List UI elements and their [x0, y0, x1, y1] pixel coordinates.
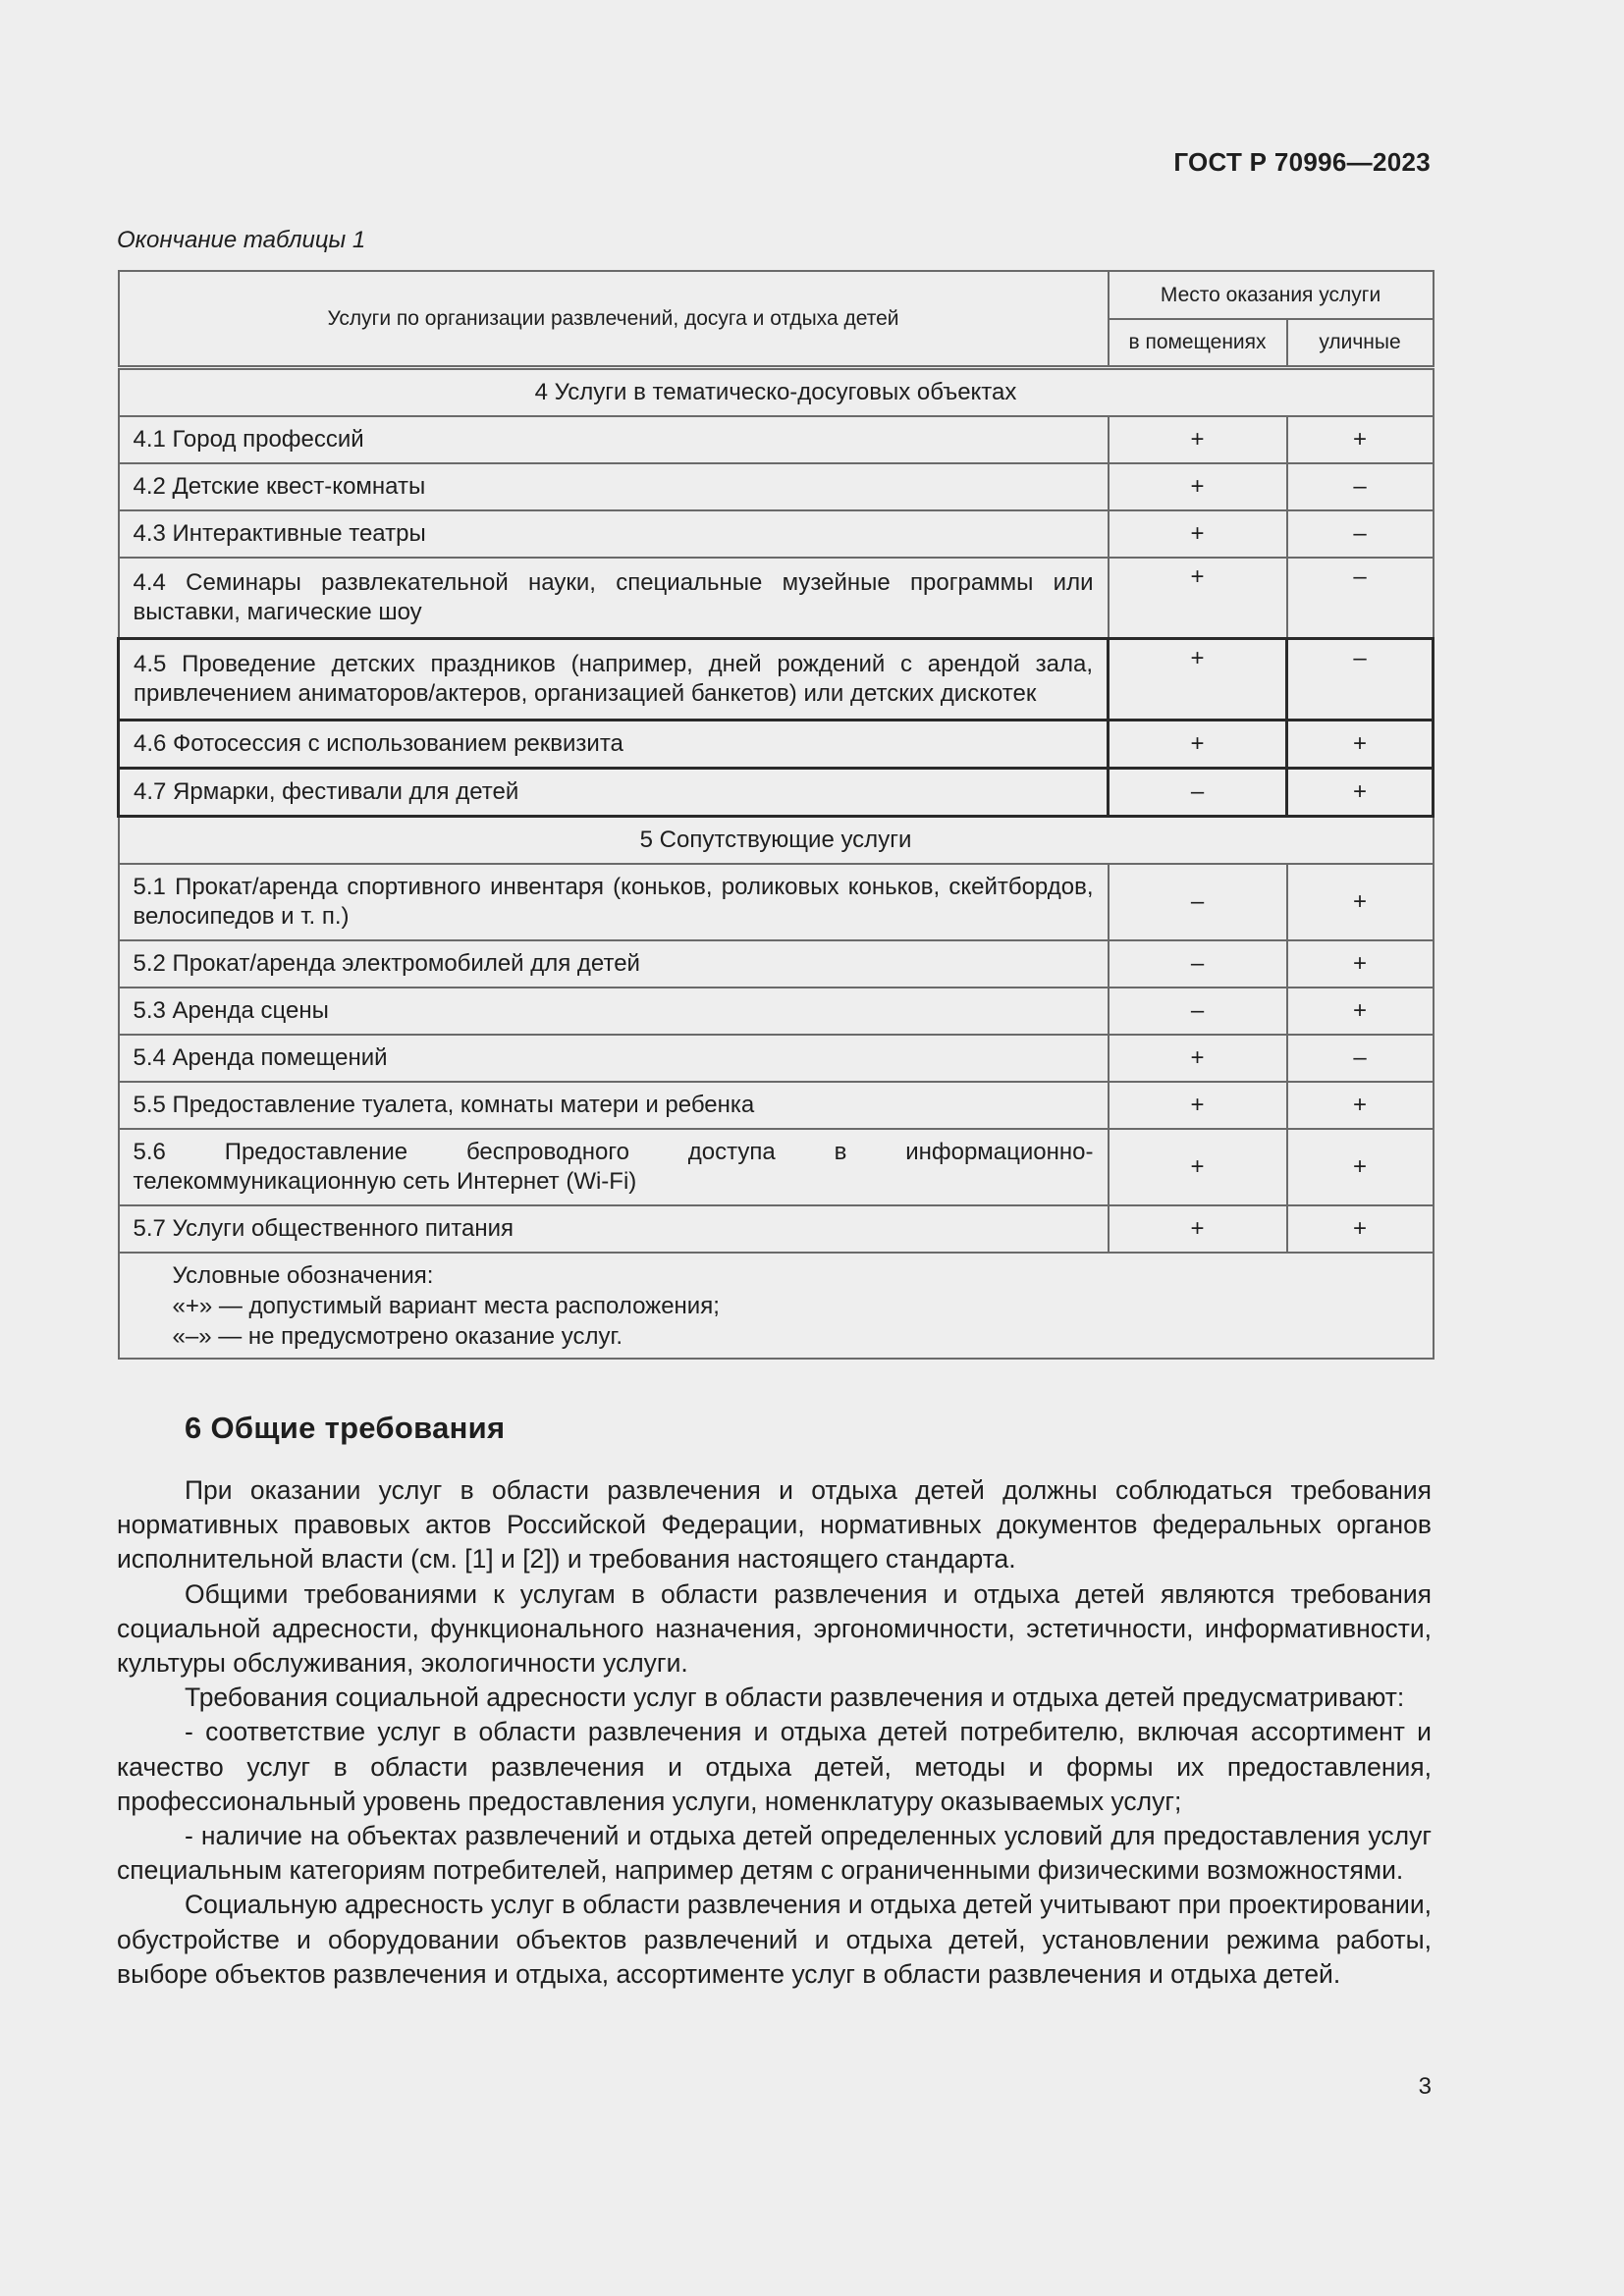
section-heading: 4 Услуги в тематическо-досуговых объектах: [119, 368, 1434, 417]
header-location: Место оказания услуги: [1109, 271, 1434, 319]
legend-line: Условные обозначения:: [172, 1261, 434, 1289]
indoor-mark: –: [1109, 864, 1287, 940]
table-row: [119, 416, 1434, 463]
outdoor-mark: +: [1287, 416, 1434, 463]
service-name: 5.6 Предоставление беспроводного доступа в информационно-телекоммуникационную сеть Интернет (Wi-Fi): [119, 1129, 1109, 1205]
indoor-mark: +: [1109, 1082, 1287, 1129]
table-row: [119, 558, 1434, 639]
section-title: 6 Общие требования: [185, 1411, 506, 1445]
table-row: [119, 940, 1434, 988]
header-service: Услуги по организации развлечений, досуга и отдыха детей: [119, 271, 1109, 368]
page-number: 3: [1418, 2073, 1432, 2100]
table-caption: Окончание таблицы 1: [117, 227, 366, 253]
indoor-mark: +: [1109, 1205, 1287, 1253]
service-name: 5.2 Прокат/аренда электромобилей для детей: [119, 940, 1109, 988]
body-text: [117, 1473, 1432, 1992]
indoor-mark: +: [1109, 463, 1287, 510]
legend-line: «+» — допустимый вариант места расположения;: [172, 1292, 720, 1319]
table-row: [119, 1035, 1434, 1082]
table-row: [119, 1082, 1434, 1129]
outdoor-mark: +: [1287, 1082, 1434, 1129]
indoor-mark: +: [1109, 510, 1287, 558]
indoor-mark: +: [1109, 639, 1287, 721]
service-name: 4.6 Фотосессия с использованием реквизита: [119, 721, 1109, 769]
section-row: [119, 817, 1434, 865]
outdoor-mark: +: [1287, 1129, 1434, 1205]
service-name: 4.4 Семинары развлекательной науки, специальные музейные программы или выставки, магические шоу: [119, 558, 1109, 639]
paragraph: - соответствие услуг в области развлечения и отдыха детей потребителю, включая ассортимент и качество услуг в области развлечения и отдыха детей, методы и формы их предоставления, профессиональный уровень предоставления услуги, номенклатуру оказываемых услуг;: [117, 1717, 1432, 1816]
paragraph: При оказании услуг в области развлечения и отдыха детей должны соблюдаться требования нормативных правовых актов Российской Федерации, нормативных документов федеральных органов исполнительной власти (см. [1] и [2]) и требования настоящего стандарта.: [117, 1475, 1432, 1575]
outdoor-mark: –: [1287, 558, 1434, 639]
outdoor-mark: +: [1287, 864, 1434, 940]
outdoor-mark: +: [1287, 1205, 1434, 1253]
header-outdoor: уличные: [1287, 319, 1434, 368]
table-row: [119, 463, 1434, 510]
table-row: [119, 769, 1434, 817]
indoor-mark: +: [1109, 416, 1287, 463]
paragraph: Общими требованиями к услугам в области развлечения и отдыха детей являются требования социальной адресности, функционального назначения, эргономичности, эстетичности, информативности, культуры обслуживания, экологичности услуги.: [117, 1578, 1432, 1679]
table-row: [119, 1205, 1434, 1253]
table-row: [119, 1129, 1434, 1205]
section-row: [119, 368, 1434, 417]
outdoor-mark: –: [1287, 1035, 1434, 1082]
service-name: 4.1 Город профессий: [119, 416, 1109, 463]
section-heading: 5 Сопутствующие услуги: [119, 817, 1434, 865]
header-indoor: в помещениях: [1109, 319, 1287, 368]
services-table: [117, 270, 1435, 1360]
paragraph: - наличие на объектах развлечений и отдыха детей определенных условий для предоставления услуг специальным категориям потребителей, например детям с ограниченными физическими возможностями.: [117, 1821, 1432, 1886]
document-code: ГОСТ Р 70996—2023: [1173, 147, 1431, 177]
outdoor-mark: +: [1287, 988, 1434, 1035]
table-header-row: [119, 271, 1434, 319]
indoor-mark: +: [1109, 721, 1287, 769]
outdoor-mark: –: [1287, 510, 1434, 558]
indoor-mark: +: [1109, 1129, 1287, 1205]
service-name: 4.7 Ярмарки, фестивали для детей: [119, 769, 1109, 817]
table-row: [119, 988, 1434, 1035]
service-name: 5.4 Аренда помещений: [119, 1035, 1109, 1082]
indoor-mark: +: [1109, 1035, 1287, 1082]
outdoor-mark: –: [1287, 463, 1434, 510]
paragraph: Социальную адресность услуг в области развлечения и отдыха детей учитывают при проектировании, обустройстве и оборудовании объектов развлечений и отдыха детей, установлении режима работы, выборе объектов развлечения и отдыха, ассортименте услуг в области развлечения и отдыха детей.: [117, 1890, 1432, 1989]
legend: [119, 1253, 1434, 1359]
outdoor-mark: +: [1287, 769, 1434, 817]
legend-row: [119, 1253, 1434, 1359]
service-name: 5.1 Прокат/аренда спортивного инвентаря (коньков, роликовых коньков, скейтбордов, велосипедов и т. п.): [119, 864, 1109, 940]
legend-line: «–» — не предусмотрено оказание услуг.: [172, 1322, 623, 1350]
indoor-mark: +: [1109, 558, 1287, 639]
table-row: [119, 864, 1434, 940]
table-row: [119, 639, 1434, 721]
indoor-mark: –: [1109, 769, 1287, 817]
service-name: 5.3 Аренда сцены: [119, 988, 1109, 1035]
indoor-mark: –: [1109, 988, 1287, 1035]
indoor-mark: –: [1109, 940, 1287, 988]
service-name: 4.5 Проведение детских праздников (например, дней рождений с арендой зала, привлечением аниматоров/актеров, организацией банкетов) или детских дискотек: [119, 639, 1109, 721]
service-name: 4.2 Детские квест-комнаты: [119, 463, 1109, 510]
paragraph: Требования социальной адресности услуг в области развлечения и отдыха детей предусматривают:: [185, 1682, 1405, 1713]
service-name: 5.7 Услуги общественного питания: [119, 1205, 1109, 1253]
table-row: [119, 510, 1434, 558]
service-name: 5.5 Предоставление туалета, комнаты матери и ребенка: [119, 1082, 1109, 1129]
outdoor-mark: –: [1287, 639, 1434, 721]
outdoor-mark: +: [1287, 721, 1434, 769]
service-name: 4.3 Интерактивные театры: [119, 510, 1109, 558]
outdoor-mark: +: [1287, 940, 1434, 988]
table-row: [119, 721, 1434, 769]
